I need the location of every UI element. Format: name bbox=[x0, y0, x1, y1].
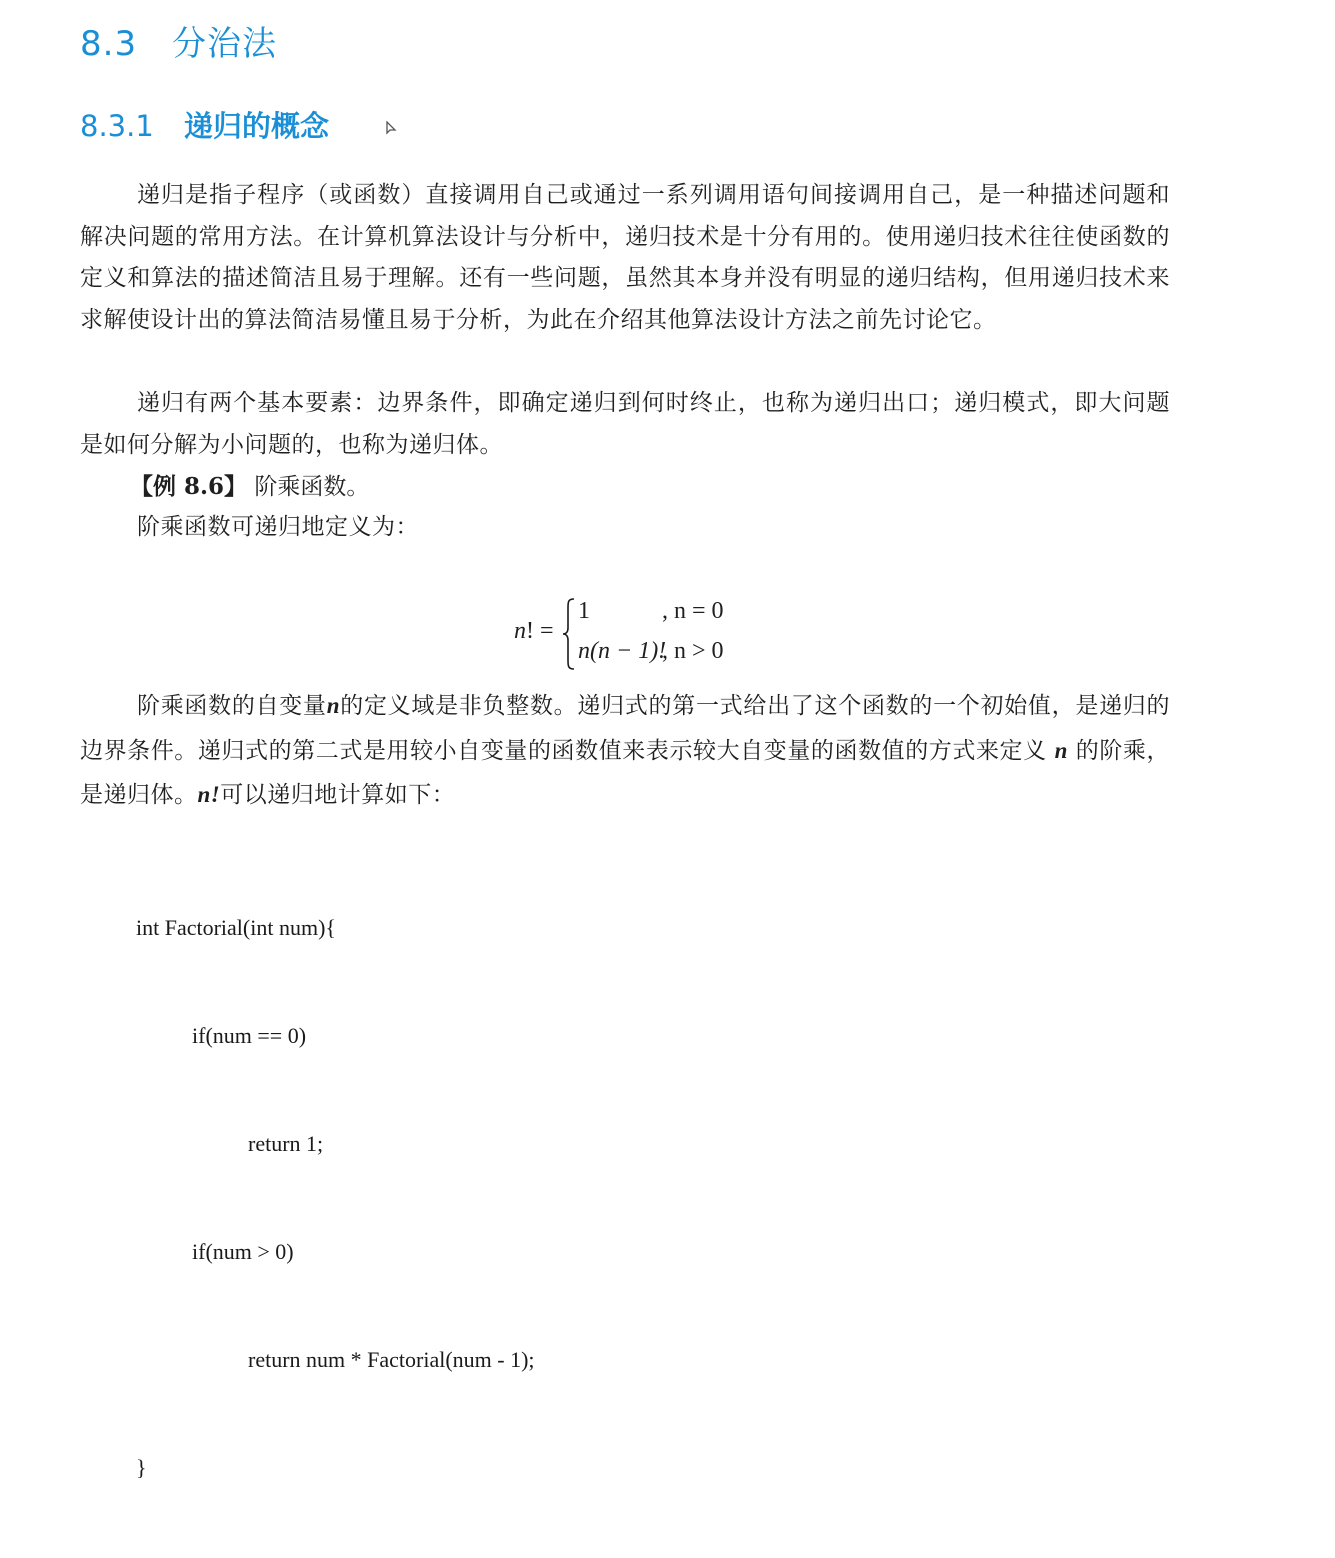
recursion-elements-paragraph: 递归有两个基本要素：边界条件，即确定递归到何时终止，也称为递归出口；递归模式，即大问题是如何分解为小问题的，也称为递归体。 bbox=[80, 390, 1170, 458]
code-line: if(num == 0) bbox=[192, 1023, 307, 1048]
subsection-number: 8.3.1 bbox=[80, 109, 154, 143]
code-block bbox=[136, 838, 535, 1558]
example-title: 阶乘函数。 bbox=[254, 474, 370, 500]
section-title: 分治法 bbox=[172, 24, 277, 64]
code-line: } bbox=[136, 1455, 147, 1480]
code-line: int Factorial(int num){ bbox=[136, 915, 336, 940]
case1-value: 1 bbox=[578, 598, 590, 624]
definition-intro: 阶乘函数可递归地定义为： bbox=[137, 514, 419, 540]
case1-condition: , n = 0 bbox=[662, 598, 724, 624]
section-number: 8.3 bbox=[80, 24, 138, 64]
formula-lhs: n! = bbox=[514, 618, 554, 644]
subsection-title: 递归的概念 bbox=[184, 109, 330, 143]
code-line: if(num > 0) bbox=[192, 1239, 294, 1264]
section-heading bbox=[80, 16, 277, 65]
code-line: return num * Factorial(num - 1); bbox=[248, 1347, 535, 1372]
example-heading bbox=[130, 466, 369, 509]
example-tag: 【例 8.6】 bbox=[130, 473, 248, 500]
case2-value: n(n − 1)! bbox=[578, 638, 667, 664]
explanation-paragraph: 阶乘函数的自变量n的定义域是非负整数。递归式的第一式给出了这个函数的一个初始值，是递归的边界条件。递归式的第二式是用较小自变量的函数值来表示较大自变量的函数值的方式来定义 n 的阶乘，是递归体。n!可以递归地计算如下： bbox=[80, 693, 1171, 808]
case2-condition: , n > 0 bbox=[662, 638, 724, 664]
subsection-heading bbox=[80, 104, 329, 145]
mouse-cursor-icon bbox=[385, 121, 397, 135]
left-brace-icon bbox=[562, 598, 576, 670]
intro-paragraph: 递归是指子程序（或函数）直接调用自己或通过一系列调用语句间接调用自己，是一种描述问题和解决问题的常用方法。在计算机算法设计与分析中，递归技术是十分有用的。使用递归技术往往使函数的定义和算法的描述简洁且易于理解。还有一些问题，虽然其本身并没有明显的递归结构，但用递归技术来求解使设计出的算法简洁易懂且易于分析，为此在介绍其他算法设计方法之前先讨论它。 bbox=[80, 182, 1170, 333]
code-line: return 1; bbox=[248, 1131, 324, 1156]
